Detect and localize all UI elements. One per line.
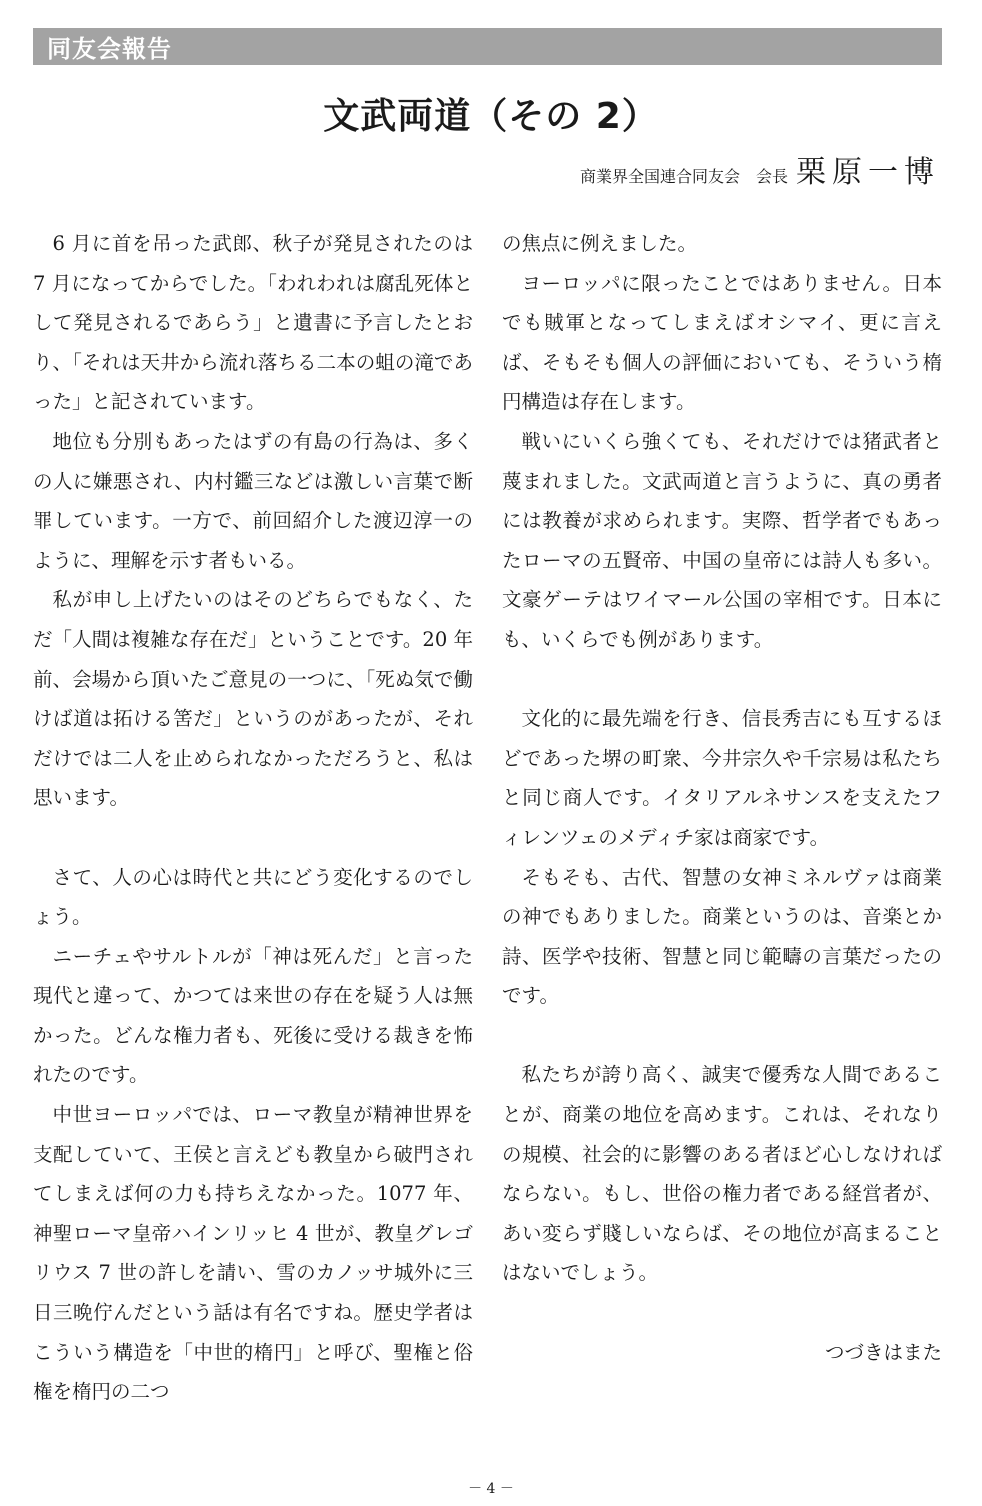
section-gap [502,1293,942,1333]
section-header-bar [33,28,942,65]
section-gap [33,818,473,858]
section-gap [502,660,942,700]
paragraph: 地位も分別もあったはずの有島の行為は、多くの人に嫌悪され、内村鑑三などは激しい言葉で断罪しています。一方で、前回紹介した渡辺淳一のように、理解を示す者もいる。 [33,429,473,572]
closing-note: つづきはまた [824,1340,942,1364]
paragraph-continuation: の焦点に例えました。 [502,232,698,255]
article-title: 文武両道（その 2） [323,96,659,137]
byline-organization: 商業界全国連合同友会 [579,167,740,186]
right-column [502,224,942,1372]
paragraph: さて、人の心は時代と共にどう変化するのでしょう。 [33,865,473,929]
paragraph: 6 月に首を吊った武郎、秋子が発見されたのは 7 月になってからでした。「われわれは腐乱死体として発見されるであらう」と遺書に予言したとおり、「それは天井から流れ落ちる二本の蛆の滝であった」と記されています。 [33,232,473,414]
byline-author-name: 栗原一博 [796,155,940,190]
page-number: － 4 － [468,1481,514,1497]
paragraph: 私が申し上げたいのはそのどちらでもなく、ただ「人間は複雑な存在だ」ということです。20 年前、会場から頂いたご意見の一つに、「死ぬ気で働けば道は拓ける筈だ」というのがあったが、それだけでは二人を止められなかっただろうと、私は思います。 [33,588,473,810]
paragraph: 戦いにいくら強くても、それだけでは猪武者と蔑まれました。文武両道と言うように、真の勇者には教養が求められます。実際、哲学者でもあったローマの五賢帝、中国の皇帝には詩人も多い。文豪ゲーテはワイマール公国の宰相です。日本にも、いくらでも例があります。 [502,429,942,651]
byline-role: 会長 [755,167,788,186]
paragraph: 私たちが誇り高く、誠実で優秀な人間であることが、商業の地位を高めます。これは、それなりの規模、社会的に影響のある者ほど心しなければならない。もし、世俗の権力者である経営者が、あい変らず賤しいならば、その地位が高まることはないでしょう。 [502,1063,942,1285]
paragraph: 中世ヨーロッパでは、ローマ教皇が精神世界を支配していて、王侯と言えども教皇から破門されてしまえば何の力も持ちえなかった。1077 年、神聖ローマ皇帝ハインリッヒ 4 世が、教皇グレゴリウス 7 世の許しを請い、雪のカノッサ城外に三日三晩佇んだという話は有名ですね。歴史学者はこういう構造を「中世的楕円」と呼び、聖権と俗権を楕円の二つ [33,1103,473,1404]
byline [580,147,940,191]
paragraph: そもそも、古代、智慧の女神ミネルヴァは商業の神でもありました。商業というのは、音楽とか詩、医学や技術、智慧と同じ範疇の言葉だったのです。 [502,865,942,1008]
paragraph: 文化的に最先端を行き、信長秀吉にも互するほどであった堺の町衆、今井宗久や千宗易は私たちと同じ商人です。イタリアルネサンスを支えたフィレンツェのメディチ家は商家です。 [502,707,942,849]
paragraph: ニーチェやサルトルが「神は死んだ」と言った現代と違って、かつては来世の存在を疑う人は無かった。どんな権力者も、死後に受ける裁きを怖れたのです。 [33,944,473,1087]
section-label: 同友会報告 [47,35,172,63]
section-gap [502,1016,942,1056]
paragraph: ヨーロッパに限ったことではありません。日本でも賊軍となってしまえばオシマイ、更に言えば、そもそも個人の評価においても、そういう楕円構造は存在します。 [502,271,942,414]
left-column [33,224,473,1412]
